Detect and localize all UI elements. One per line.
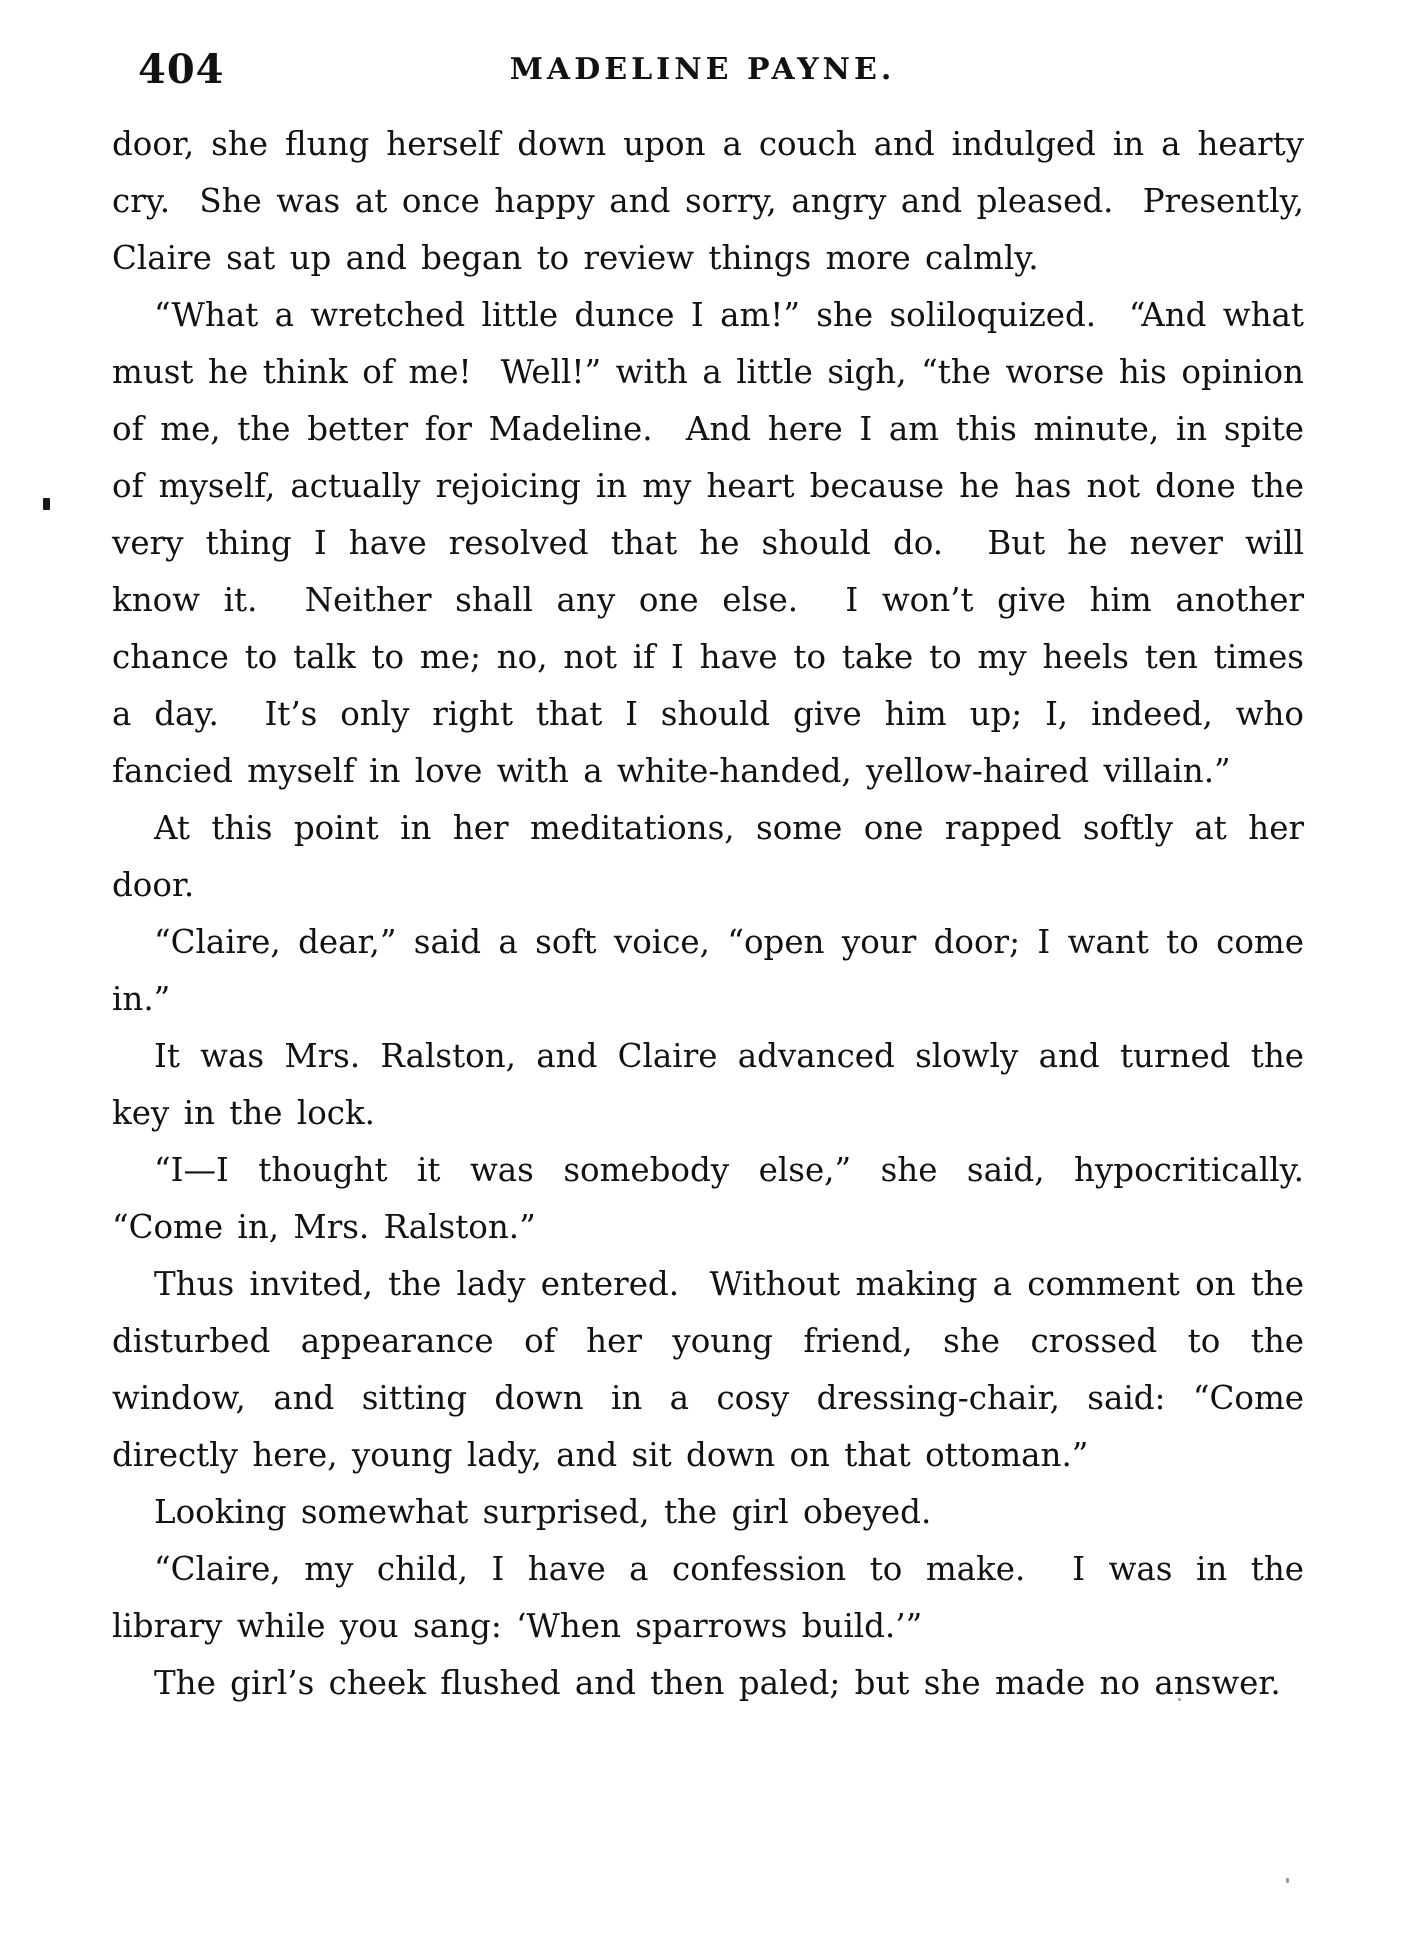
paragraph: Thus invited, the lady entered. Without making a comment on the disturbed appearance of her young friend, she crossed to the window, and sitting down in a cosy dressing-chair, said: “Come directly here, young lady, and sit down on that ottoman.” [112,1265,1319,1474]
scan-artifact [1286,1878,1289,1883]
paragraph: “I—I thought it was somebody else,” she said, hypocritically. “Come in, Mrs. Ralston.” [112,1151,1333,1246]
paragraph: door, she flung herself down upon a couch and indulged in a hearty cry. She was at once happy and sorry, angry and pleased. Presently, Claire sat up and began to review things more calmly. [112,125,1319,277]
paragraph: “Claire, my child, I have a confession to make. I was in the library while you sang: ‘When sparrows build.’” [112,1550,1319,1645]
paragraph: It was Mrs. Ralston, and Claire advanced slowly and turned the key in the lock. [112,1037,1319,1132]
page-number: 404 [138,46,225,93]
scan-artifact [43,498,50,510]
paragraph: “Claire, dear,” said a soft voice, “open your door; I want to come in.” [112,923,1319,1018]
running-head [110,40,1295,96]
scan-artifact [1178,1698,1181,1701]
paragraph: Looking somewhat surprised, the girl obeyed. [154,1493,932,1531]
paragraph: The girl’s cheek flushed and then paled; but she made no answer. [154,1664,1281,1702]
paragraph: At this point in her meditations, some one rapped softly at her door. [112,809,1319,904]
running-title: MADELINE PAYNE. [509,52,896,87]
page-body [112,116,1333,1712]
paragraph: “What a wretched little dunce I am!” she soliloquized. “And what must he think of me! Well!” with a little sigh, “the worse his opinion of me, the better for Madeline. And here I am this minute, in spite of myself, actually rejoicing in my heart because he has not done the very thing I have resolved that he should do. But he never will know it. Neither shall any one else. I won’t give him another chance to talk to me; no, not if I have to take to my heels ten times a day. It’s only right that I should give him up; I, indeed, who fancied myself in love with a white-handed, yellow-haired villain.” [112,296,1319,790]
